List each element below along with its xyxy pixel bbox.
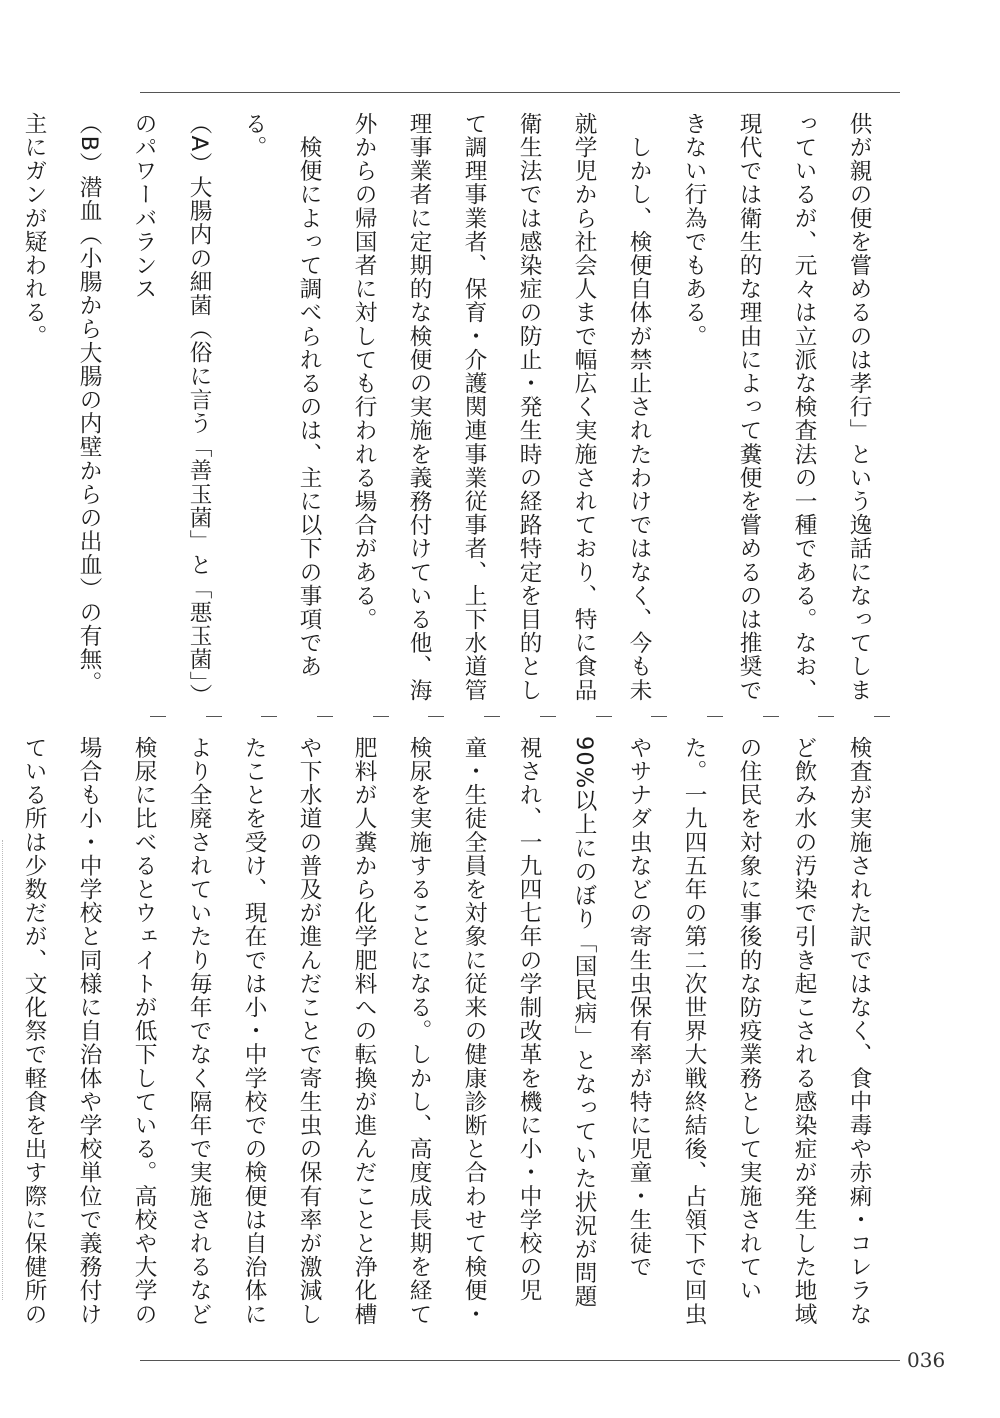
header-rule	[140, 92, 900, 93]
paragraph: 検査が実施された訳ではなく、食中毒や赤痢・コレラなど飲み水の汚染で引き起こされる感染症が発生した地域の住民を対象に事後的な防疫業務として実施されていた。一九四五年の第二次世界大戦終結後、占領下で回虫やサナダ虫などの寄生虫保有率が特に児童・生徒で90%以上にのぼり「国民病」となっていた状況が問題視され、一九四七年の学制改革を機に小・中学校の児童・生徒全員を対象に従来の健康診断と合わせて検便・検尿を実施することになる。しかし、高度成長期を経て肥料が人糞から化学肥料への転換が進んだことと浄化槽や下水道の普及が進んだことで寄生虫の保有率が激減したことを受け、現在では小・中学校での検便は自治体により全廃されていたり毎年でなく隔年で実施されるなど検尿に比べるとウェイトが低下している。高校や大学の場合も小・中学校と同様に自治体や学校単位で義務付けている所は少数だが、文化祭で軽食を出す際に保健所の	[21, 736, 872, 1326]
upper-text-block	[21, 112, 886, 702]
list-item-a: （A）大腸内の細菌（俗に言う「善玉菌」と「悪玉菌」）のパワーバランス	[131, 112, 212, 696]
list-item-b: （B）潜血（小腸から大腸の内壁からの出血）の有無。主にガンが疑われる。	[21, 112, 102, 695]
page-edge-mark	[2, 840, 6, 1300]
list-item-c	[0, 112, 6, 702]
footer-rule	[140, 1360, 900, 1361]
paragraph: しかし、検便自体が禁止されたわけではなく、今も未就学児から社会人まで幅広く実施されており、特に食品衛生法では感染症の防止・発生時の経路特定を目的として調理事業者、保育・介護関連事業従事者、上下水道管理事業者に定期的な検便の実施を義務付けている他、海外からの帰国者に対しても行われる場合がある。	[351, 112, 652, 702]
paragraph: 検便によって調べられるのは、主に以下の事項である。	[241, 112, 322, 679]
column-divider	[150, 706, 890, 726]
lower-text-block	[21, 736, 886, 1326]
page-number: 036	[907, 1348, 946, 1372]
paragraph: 供が親の便を嘗めるのは孝行」という逸話になってしまっているが、元々は立派な検査法の一種である。なお、現代では衛生的な理由によって糞便を嘗めるのは推奨できない行為でもある。	[681, 112, 872, 702]
